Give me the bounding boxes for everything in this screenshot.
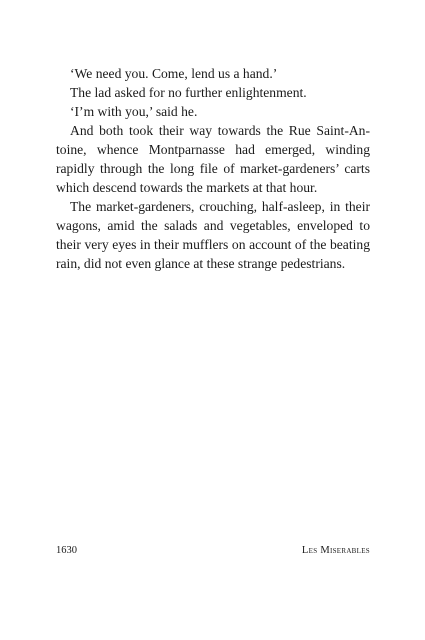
paragraph: ‘We need you. Come, lend us a hand.’ [70,66,278,81]
page-text [56,64,370,273]
page-footer [56,544,370,558]
running-title: Les Miserables [301,545,370,556]
paragraph: The lad asked for no further enlightenment. [70,85,307,100]
page-number: 1630 [56,545,77,556]
paragraph: ‘I’m with you,’ said he. [70,104,198,119]
paragraph: And both took their way towards the Rue Saint-Antoine, whence Montparnasse had emerged, winding rapidly through the long file of market-gardeners’ carts which descend towards the markets at that hour. [56,123,370,195]
paragraph: The market-gardeners, crouching, half-asleep, in their wagons, amid the salads and vegetables, enveloped to their very eyes in their mufflers on account of the beating rain, did not even glance at these strange pedestrians. [56,199,370,271]
